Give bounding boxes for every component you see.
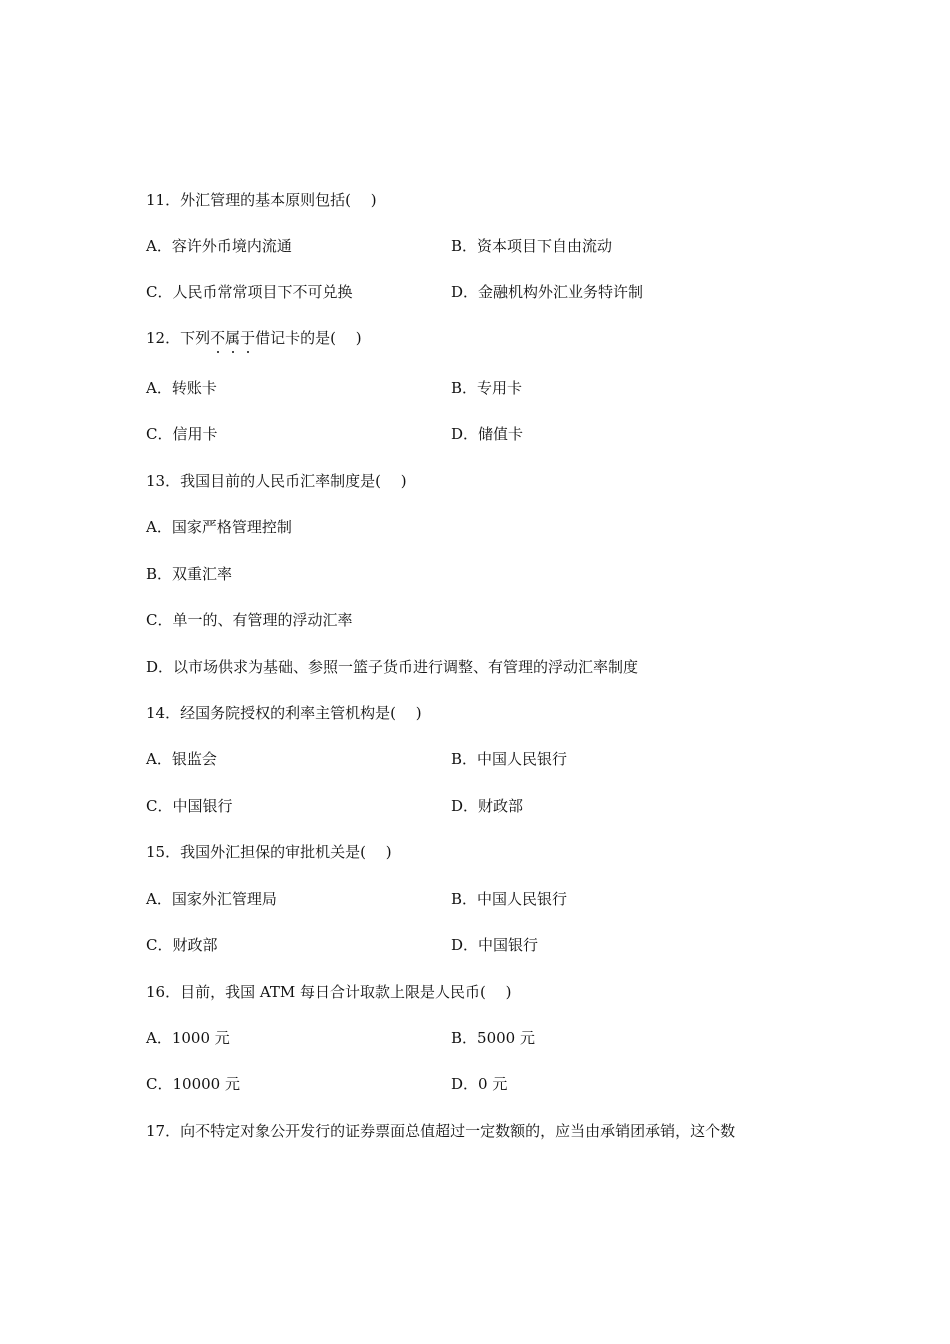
emphasis-char: 属 [225, 329, 241, 347]
question-16-option-row-1 [146, 1028, 535, 1048]
question-12-option-a: A．转账卡 [146, 379, 217, 397]
question-12-option-b: B．专用卡 [451, 379, 523, 397]
question-14-option-b: B．中国人民银行 [451, 750, 568, 768]
question-16-option-d: D．0 元 [451, 1075, 508, 1093]
question-12-option-c: C．信用卡 [146, 425, 218, 443]
question-16-option-b: B．5000 元 [451, 1029, 535, 1047]
question-15-stem: 15．我国外汇担保的审批机关是( ) [146, 843, 392, 861]
question-13-option-b: B．双重汇率 [146, 565, 233, 583]
emphasis-char: 不 [210, 329, 226, 347]
question-14-option-row-1 [146, 749, 568, 769]
question-15-option-a: A．国家外汇管理局 [146, 890, 277, 908]
question-14-option-d: D．财政部 [451, 797, 524, 815]
question-15-option-b: B．中国人民银行 [451, 890, 568, 908]
question-14-stem: 14．经国务院授权的利率主管机构是( ) [146, 704, 422, 722]
question-12-stem-suffix: 借记卡的是( ) [255, 329, 362, 347]
question-11-option-a: A．容许外币境内流通 [146, 237, 292, 255]
question-16-option-row-2 [146, 1074, 508, 1094]
question-13-stem: 13．我国目前的人民币汇率制度是( ) [146, 472, 407, 490]
question-12-option-row-2 [146, 424, 524, 444]
question-11-option-b: B．资本项目下自由流动 [451, 237, 613, 255]
question-12-option-d: D．储值卡 [451, 425, 524, 443]
question-13-option-d: D．以市场供求为基础、参照一篮子货币进行调整、有管理的浮动汇率制度 [146, 658, 639, 676]
question-16-option-c: C．10000 元 [146, 1075, 240, 1093]
question-15-option-d: D．中国银行 [451, 936, 539, 954]
question-13-option-a: A．国家严格管理控制 [146, 518, 292, 536]
question-11-option-row-2 [146, 282, 644, 302]
question-14-option-c: C．中国银行 [146, 797, 233, 815]
question-14-option-a: A．银监会 [146, 750, 217, 768]
question-11-option-d: D．金融机构外汇业务特许制 [451, 283, 644, 301]
question-15-option-row-1 [146, 889, 568, 909]
question-13-option-c: C．单一的、有管理的浮动汇率 [146, 611, 353, 629]
question-11-option-c: C．人民币常常项目下不可兑换 [146, 283, 353, 301]
question-15-option-row-2 [146, 935, 539, 955]
question-11-stem: 11．外汇管理的基本原则包括( ) [146, 191, 377, 209]
question-14-option-row-2 [146, 796, 524, 816]
emphasis-char: 于 [240, 329, 256, 347]
question-11-option-row-1 [146, 236, 613, 256]
question-12-option-row-1 [146, 378, 523, 398]
question-12-stem-prefix: 12．下列 [146, 329, 211, 347]
question-12-stem [146, 328, 362, 348]
question-16-option-a: A．1000 元 [146, 1029, 230, 1047]
question-16-stem: 16．目前，我国 ATM 每日合计取款上限是人民币( ) [146, 983, 512, 1001]
question-15-option-c: C．财政部 [146, 936, 218, 954]
question-17-stem: 17．向不特定对象公开发行的证券票面总值超过一定数额的，应当由承销团承销，这个数 [146, 1122, 736, 1140]
